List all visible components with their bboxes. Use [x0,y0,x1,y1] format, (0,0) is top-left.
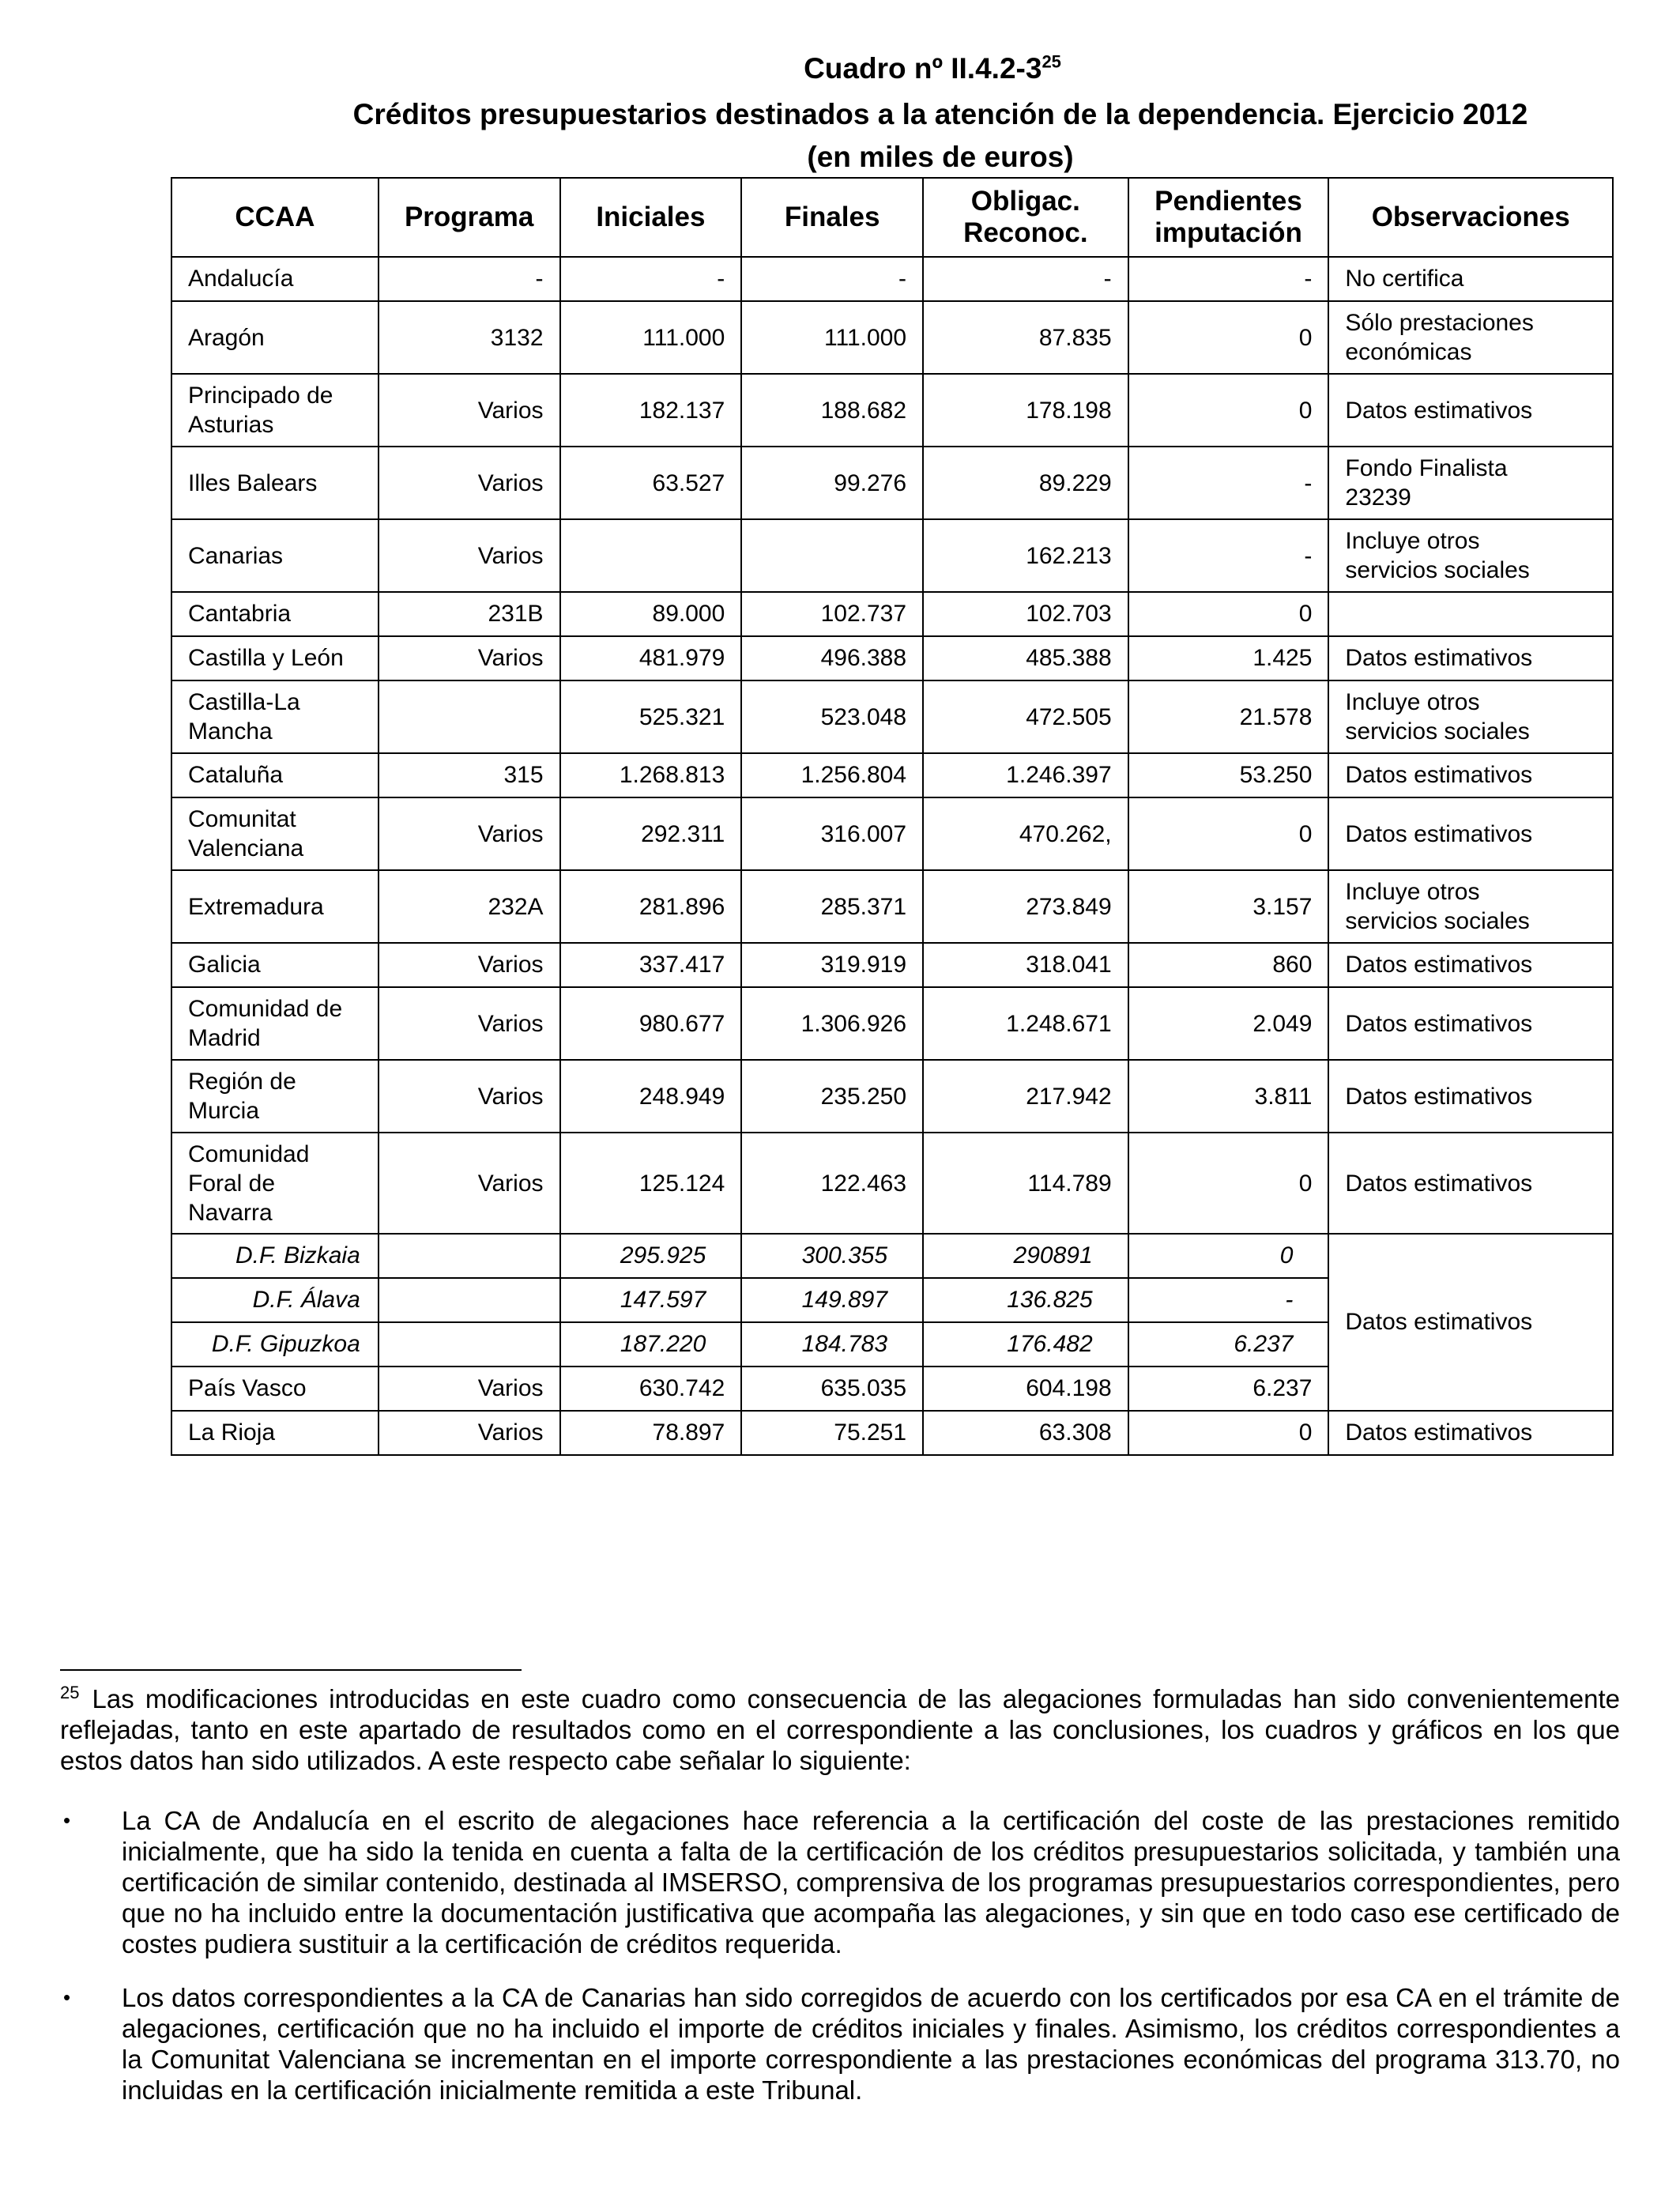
cell-finales: 149.897 [741,1278,923,1322]
cell-programa [379,1234,560,1278]
cell-observaciones: Datos estimativos [1328,943,1613,987]
table-row [171,301,1613,374]
cell-iniciales: 980.677 [560,987,742,1060]
cell-finales: 111.000 [741,301,923,374]
cell-programa: Varios [379,1133,560,1234]
cell-ccaa: La Rioja [171,1411,379,1455]
cell-observaciones: Incluye otros servicios sociales [1328,870,1613,943]
footnote-intro: Las modificaciones introducidas en este cuadro como consecuencia de las alegaciones formuladas han sido convenientemente reflejadas, tanto en este apartado de resultados como en el correspondiente a las conclusiones, los cuadros y gráficos en los que estos datos han sido utilizados. A este respecto cabe señalar lo siguiente: [60,1684,1620,1775]
table-row [171,680,1613,753]
col-header-pendientes: Pendientes imputación [1128,178,1329,257]
cell-programa: Varios [379,1367,560,1411]
cell-obligac: 290891 [923,1234,1128,1278]
cell-obligac: 1.248.671 [923,987,1128,1060]
cell-finales: 102.737 [741,592,923,636]
footnote-bullets [60,1805,1620,2128]
cell-pendientes: 3.157 [1128,870,1329,943]
cell-finales: 235.250 [741,1060,923,1133]
table-row [171,374,1613,447]
cell-iniciales: 248.949 [560,1060,742,1133]
cell-iniciales: - [560,257,742,301]
bullet-text: La CA de Andalucía en el escrito de alegaciones hace referencia a la certificación del coste de las prestaciones remitido inicialmente, que ha sido la tenida en cuenta a falta de la certificación de los créditos presupuestarios solicitada, y también una certificación de similar contenido, destinada al IMSERSO, comprensiva de los programas presupuestarios correspondientes, pero que no ha incluido entre la documentación justificativa que acompaña las alegaciones, y sin que en todo caso ese certificado de costes pudiera sustituir a la certificación de créditos requerida. [122,1806,1620,1958]
cell-observaciones: Datos estimativos [1328,987,1613,1060]
cell-pendientes: 0 [1128,1411,1329,1455]
cell-finales: 184.783 [741,1322,923,1367]
table-row [171,592,1613,636]
cell-iniciales: 292.311 [560,797,742,870]
cell-programa: - [379,257,560,301]
cell-ccaa: Cataluña [171,753,379,797]
cell-pendientes: 0 [1128,1133,1329,1234]
table-row [171,1411,1613,1455]
cell-pendientes: 21.578 [1128,680,1329,753]
cell-programa [379,1322,560,1367]
cell-programa: 3132 [379,301,560,374]
cell-iniciales: 481.979 [560,636,742,680]
col-header-finales: Finales [741,178,923,257]
cell-finales: 523.048 [741,680,923,753]
cell-finales: 316.007 [741,797,923,870]
cell-iniciales: 337.417 [560,943,742,987]
col-header-obligac: Obligac. Reconoc. [923,178,1128,257]
cell-programa: Varios [379,1411,560,1455]
cell-obligac: 136.825 [923,1278,1128,1322]
cell-iniciales: 525.321 [560,680,742,753]
cell-iniciales: 147.597 [560,1278,742,1322]
list-item [60,1805,1620,1959]
footnote-number: 25 [60,1683,80,1702]
cell-obligac: 485.388 [923,636,1128,680]
cell-ccaa: Región de Murcia [171,1060,379,1133]
footnote-divider [60,1669,522,1671]
cell-ccaa: Comunidad de Madrid [171,987,379,1060]
cell-ccaa: Galicia [171,943,379,987]
footnote-ref: 25 [1042,51,1061,72]
cell-observaciones [1328,592,1613,636]
table-row [171,797,1613,870]
col-header-ccaa: CCAA [171,178,379,257]
cell-finales: 1.306.926 [741,987,923,1060]
table-row [171,636,1613,680]
cell-pendientes: 1.425 [1128,636,1329,680]
cell-iniciales: 125.124 [560,1133,742,1234]
cell-pendientes: 0 [1128,1234,1329,1278]
cell-finales: 635.035 [741,1367,923,1411]
cell-obligac: 63.308 [923,1411,1128,1455]
cell-observaciones: No certifica [1328,257,1613,301]
cell-observaciones: Incluye otros servicios sociales [1328,519,1613,592]
budget-table [171,177,1614,1456]
cell-finales: 300.355 [741,1234,923,1278]
cell-programa: Varios [379,797,560,870]
cell-ccaa: Castilla-La Mancha [171,680,379,753]
cell-pendientes: 0 [1128,592,1329,636]
cell-finales: 285.371 [741,870,923,943]
cell-finales: 1.256.804 [741,753,923,797]
cell-observaciones: Incluye otros servicios sociales [1328,680,1613,753]
cell-ccaa: Principado de Asturias [171,374,379,447]
cell-obligac: 114.789 [923,1133,1128,1234]
cell-programa: Varios [379,943,560,987]
cell-obligac: 273.849 [923,870,1128,943]
cell-pendientes: 3.811 [1128,1060,1329,1133]
cell-observaciones: Datos estimativos [1328,1060,1613,1133]
cell-iniciales: 111.000 [560,301,742,374]
cell-pendientes: - [1128,447,1329,519]
cell-iniciales: 295.925 [560,1234,742,1278]
cell-pendientes: 53.250 [1128,753,1329,797]
cell-obligac: 178.198 [923,374,1128,447]
cell-finales: 496.388 [741,636,923,680]
cell-ccaa: Cantabria [171,592,379,636]
cell-iniciales: 182.137 [560,374,742,447]
table-row [171,1060,1613,1133]
cell-programa: Varios [379,519,560,592]
cell-finales: 319.919 [741,943,923,987]
col-header-programa: Programa [379,178,560,257]
cell-obligac: 162.213 [923,519,1128,592]
cell-obligac: 472.505 [923,680,1128,753]
table-row [171,987,1613,1060]
cell-obligac: 102.703 [923,592,1128,636]
cell-pendientes: - [1128,1278,1329,1322]
table-units: (en miles de euros) [807,141,1074,173]
cell-finales: 99.276 [741,447,923,519]
cell-pendientes: 0 [1128,797,1329,870]
bullet-icon: • [63,1985,71,2009]
cell-obligac: 176.482 [923,1322,1128,1367]
bullet-icon: • [63,1808,71,1832]
cell-obligac: 87.835 [923,301,1128,374]
cell-ccaa: Andalucía [171,257,379,301]
cell-programa: Varios [379,447,560,519]
cell-programa [379,680,560,753]
table-row [171,447,1613,519]
footnote [60,1683,1620,1776]
cell-pendientes: 6.237 [1128,1322,1329,1367]
cell-programa: Varios [379,987,560,1060]
cell-pendientes: - [1128,519,1329,592]
table-row-bizkaia [171,1234,1613,1278]
col-header-observaciones: Observaciones [1328,178,1613,257]
cell-observaciones: Datos estimativos [1328,797,1613,870]
cell-obligac: 604.198 [923,1367,1128,1411]
cell-observaciones: Fondo Finalista 23239 [1328,447,1613,519]
cell-iniciales: 630.742 [560,1367,742,1411]
list-item [60,1982,1620,2105]
cell-iniciales: 1.268.813 [560,753,742,797]
cell-finales: - [741,257,923,301]
cell-obligac: 89.229 [923,447,1128,519]
cell-observaciones: Datos estimativos [1328,374,1613,447]
cell-iniciales [560,519,742,592]
cell-iniciales: 187.220 [560,1322,742,1367]
table-row [171,1133,1613,1234]
cell-obligac: 1.246.397 [923,753,1128,797]
cell-pendientes: 0 [1128,301,1329,374]
cell-finales: 75.251 [741,1411,923,1455]
table-row [171,519,1613,592]
cell-observaciones: Sólo prestaciones económicas [1328,301,1613,374]
cell-pendientes: - [1128,257,1329,301]
cell-ccaa: País Vasco [171,1367,379,1411]
cell-ccaa: Aragón [171,301,379,374]
cell-finales [741,519,923,592]
cell-ccaa: D.F. Gipuzkoa [171,1322,379,1367]
cell-pendientes: 860 [1128,943,1329,987]
cell-obligac: 217.942 [923,1060,1128,1133]
cell-observaciones: Datos estimativos [1328,1133,1613,1234]
cell-obligac: 318.041 [923,943,1128,987]
cell-iniciales: 78.897 [560,1411,742,1455]
table-row [171,870,1613,943]
cell-ccaa: D.F. Bizkaia [171,1234,379,1278]
table-row [171,753,1613,797]
cell-iniciales: 63.527 [560,447,742,519]
cell-programa: 231B [379,592,560,636]
cell-programa: 315 [379,753,560,797]
cell-ccaa: D.F. Álava [171,1278,379,1322]
cell-observaciones: Datos estimativos [1328,1411,1613,1455]
cell-observaciones: Datos estimativos [1328,753,1613,797]
cell-programa: Varios [379,1060,560,1133]
cell-iniciales: 89.000 [560,592,742,636]
cell-ccaa: Comunidad Foral de Navarra [171,1133,379,1234]
cell-pendientes: 0 [1128,374,1329,447]
cell-pendientes: 6.237 [1128,1367,1329,1411]
cell-ccaa: Canarias [171,519,379,592]
table-row [171,943,1613,987]
bullet-text: Los datos correspondientes a la CA de Canarias han sido corregidos de acuerdo con los certificados por esa CA en el trámite de alegaciones, certificación que no ha incluido el importe de créditos iniciales y finales. Asimismo, los créditos correspondientes a la Comunitat Valenciana se incrementan en el importe correspondiente a las prestaciones económicas del programa 313.70, no incluidas en la certificación inicialmente remitida a este Tribunal. [122,1983,1620,2105]
cell-obligac: - [923,257,1128,301]
cell-ccaa: Illes Balears [171,447,379,519]
cell-finales: 188.682 [741,374,923,447]
cell-programa: Varios [379,374,560,447]
cell-pendientes: 2.049 [1128,987,1329,1060]
cell-programa: 232A [379,870,560,943]
table-row [171,257,1613,301]
table-title: Créditos presupuestarios destinados a la atención de la dependencia. Ejercicio 2012 [352,98,1528,130]
col-header-iniciales: Iniciales [560,178,742,257]
cell-observaciones: Datos estimativos [1328,636,1613,680]
cell-ccaa: Extremadura [171,870,379,943]
cuadro-number: Cuadro nº $II.4.2-3^{25}$ [804,51,1061,85]
cell-ccaa: Castilla y León [171,636,379,680]
cell-observaciones: Datos estimativos [1328,1234,1613,1411]
cell-obligac: 470.262, [923,797,1128,870]
table-header-row [171,178,1613,257]
cell-finales: 122.463 [741,1133,923,1234]
cell-ccaa: Comunitat Valenciana [171,797,379,870]
cell-programa: Varios [379,636,560,680]
cell-programa [379,1278,560,1322]
cell-iniciales: 281.896 [560,870,742,943]
